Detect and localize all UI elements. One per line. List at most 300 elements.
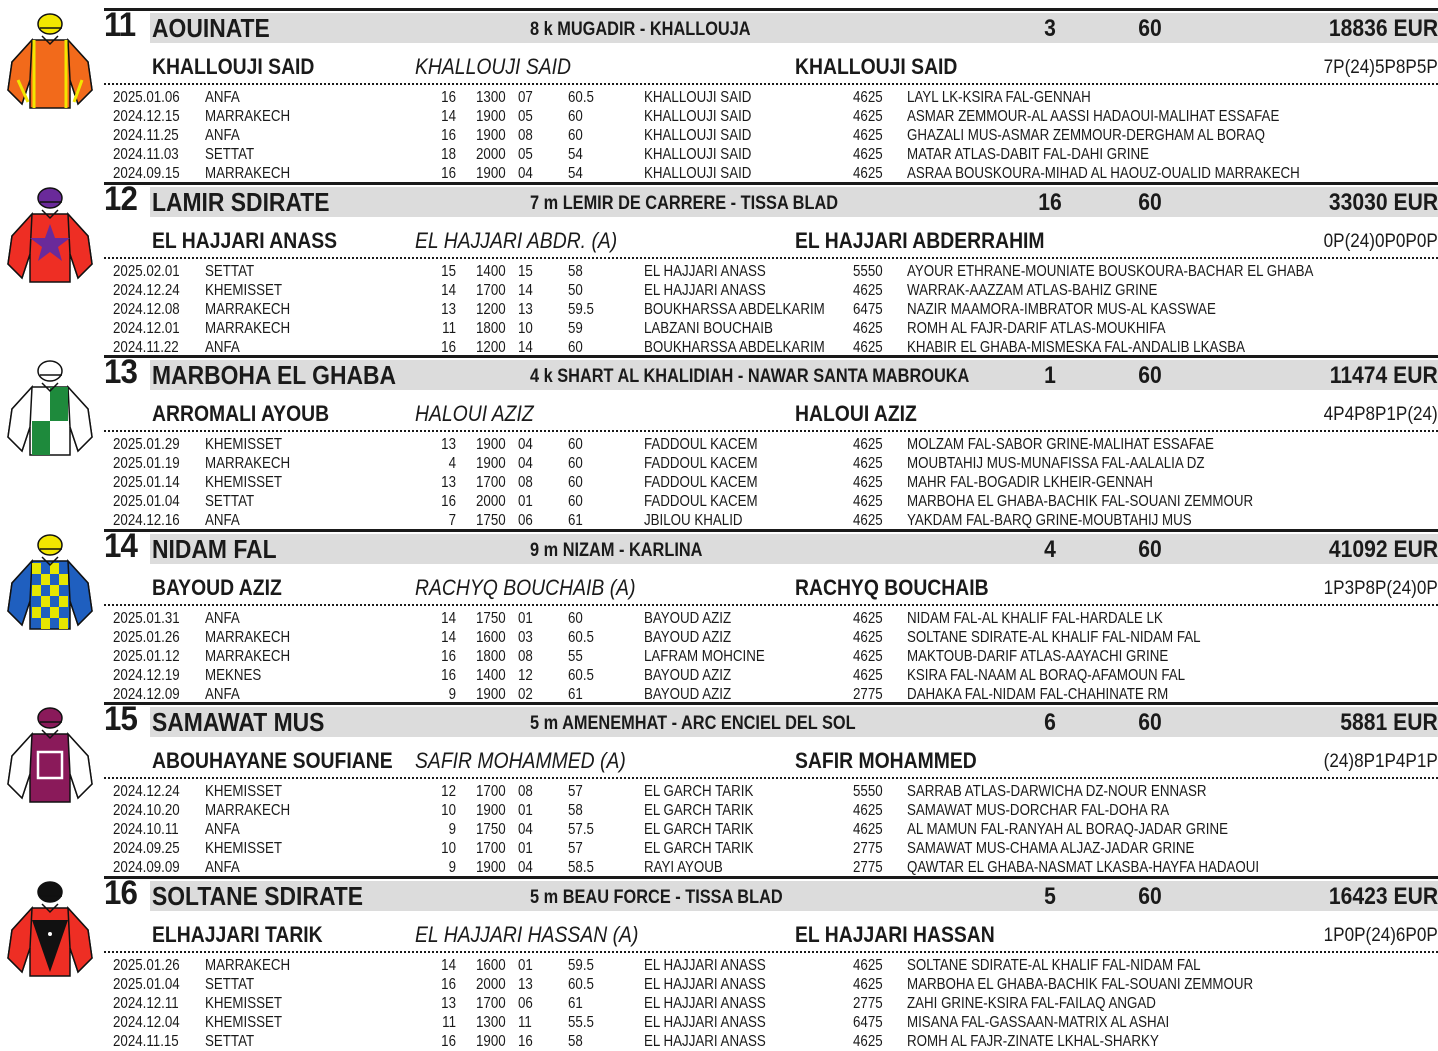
race-result: KSIRA FAL-NAAM AL BORAQ-AFAMOUN FAL bbox=[907, 666, 1186, 684]
race-weight: 60.5 bbox=[568, 666, 594, 684]
race-prize: 4625 bbox=[853, 802, 883, 819]
horse-earnings: 16423 EUR bbox=[1328, 882, 1438, 910]
race-place: 08 bbox=[518, 127, 533, 144]
race-result: MAHR FAL-BOGADIR LKHEIR-GENNAH bbox=[907, 474, 1153, 491]
horse-entry bbox=[0, 702, 1438, 876]
horse-stat-1: 1 bbox=[1044, 362, 1056, 389]
race-jockey: FADDOUL KACEM bbox=[644, 493, 758, 510]
race-runners: 14 bbox=[441, 956, 456, 974]
horse-earnings: 18836 EUR bbox=[1328, 15, 1438, 42]
race-result: ROMH AL FAJR-ZINATE LKHAL-SHARKY bbox=[907, 1032, 1159, 1050]
race-runners: 14 bbox=[441, 628, 456, 646]
race-date: 2024.11.03 bbox=[113, 146, 179, 163]
race-venue: MARRAKECH bbox=[205, 802, 291, 819]
race-jockey: EL HAJJARI ANASS bbox=[644, 281, 766, 299]
race-row bbox=[0, 492, 1438, 511]
horse-stat-2: 60 bbox=[1138, 882, 1162, 910]
race-venue: MARRAKECH bbox=[205, 956, 291, 974]
race-prize: 4625 bbox=[853, 647, 883, 665]
race-runners: 10 bbox=[441, 802, 456, 819]
race-result: WARRAK-AAZZAM ATLAS-BAHIZ GRINE bbox=[907, 281, 1158, 299]
race-date: 2024.12.11 bbox=[113, 994, 179, 1012]
race-date: 2024.12.24 bbox=[113, 281, 180, 299]
race-place: 08 bbox=[518, 474, 533, 491]
race-venue: MARRAKECH bbox=[205, 319, 291, 337]
horse-earnings: 33030 EUR bbox=[1328, 188, 1438, 216]
race-jockey: EL GARCH TARIK bbox=[644, 802, 754, 819]
race-prize: 4625 bbox=[853, 666, 883, 684]
race-place: 03 bbox=[518, 628, 533, 646]
race-place: 10 bbox=[518, 319, 533, 337]
race-weight: 60 bbox=[568, 474, 583, 491]
race-date: 2024.11.25 bbox=[113, 127, 179, 144]
race-prize: 5550 bbox=[853, 262, 883, 280]
race-runners: 7 bbox=[448, 512, 456, 529]
race-runners: 10 bbox=[441, 840, 456, 857]
past-performances bbox=[0, 435, 1438, 530]
race-place: 01 bbox=[518, 802, 533, 819]
race-jockey: EL GARCH TARIK bbox=[644, 840, 754, 857]
race-runners: 16 bbox=[441, 493, 456, 510]
race-venue: KHEMISSET bbox=[205, 474, 283, 491]
race-prize: 4625 bbox=[853, 319, 883, 337]
race-place: 08 bbox=[518, 647, 533, 665]
horse-entry bbox=[0, 873, 1438, 1050]
race-prize: 4625 bbox=[853, 338, 883, 356]
trainer-name: SAFIR MOHAMMED (A) bbox=[415, 748, 626, 773]
race-row bbox=[0, 647, 1438, 666]
dotted-divider bbox=[104, 604, 1438, 606]
jockey-name: BAYOUD AZIZ bbox=[152, 574, 282, 600]
race-prize: 2775 bbox=[853, 859, 883, 876]
race-weight: 58.5 bbox=[568, 859, 594, 876]
horse-stat-1: 5 bbox=[1044, 882, 1056, 910]
race-weight: 60.5 bbox=[568, 975, 594, 993]
race-distance: 2000 bbox=[476, 146, 506, 163]
separator-line bbox=[104, 702, 1438, 705]
race-result: MARBOHA EL GHABA-BACHIK FAL-SOUANI ZEMMOUR bbox=[907, 975, 1254, 993]
race-row bbox=[0, 435, 1438, 454]
race-venue: ANFA bbox=[205, 609, 240, 627]
horse-pedigree: 9 m NIZAM - KARLINA bbox=[530, 539, 703, 561]
race-row bbox=[0, 975, 1438, 994]
race-weight: 55 bbox=[568, 647, 583, 665]
race-row bbox=[0, 685, 1438, 704]
race-result: MARBOHA EL GHABA-BACHIK FAL-SOUANI ZEMMOUR bbox=[907, 493, 1254, 510]
race-date: 2024.11.15 bbox=[113, 1032, 179, 1050]
horse-pedigree: 5 m AMENEMHAT - ARC ENCIEL DEL SOL bbox=[530, 713, 856, 734]
owner-name: RACHYQ BOUCHAIB bbox=[795, 574, 989, 600]
race-row bbox=[0, 454, 1438, 473]
race-date: 2024.12.16 bbox=[113, 512, 180, 529]
race-jockey: BAYOUD AZIZ bbox=[644, 609, 732, 627]
race-jockey: BAYOUD AZIZ bbox=[644, 666, 732, 684]
race-row bbox=[0, 858, 1438, 877]
race-distance: 1900 bbox=[476, 127, 506, 144]
race-venue: SETTAT bbox=[205, 493, 255, 510]
race-date: 2024.09.25 bbox=[113, 840, 180, 857]
race-row bbox=[0, 609, 1438, 628]
race-jockey: LABZANI BOUCHAIB bbox=[644, 319, 773, 337]
trainer-name: RACHYQ BOUCHAIB (A) bbox=[415, 574, 636, 600]
race-runners: 12 bbox=[441, 783, 456, 800]
race-prize: 6475 bbox=[853, 300, 883, 318]
race-result: KHABIR EL GHABA-MISMESKA FAL-ANDALIB LKASBA bbox=[907, 338, 1246, 356]
horse-stat-1: 3 bbox=[1044, 15, 1056, 42]
race-distance: 1700 bbox=[476, 840, 506, 857]
race-venue: MARRAKECH bbox=[205, 628, 291, 646]
race-runners: 11 bbox=[442, 319, 456, 337]
race-runners: 14 bbox=[441, 108, 456, 125]
race-distance: 1900 bbox=[476, 685, 506, 703]
race-prize: 4625 bbox=[853, 628, 883, 646]
race-row bbox=[0, 801, 1438, 820]
race-row bbox=[0, 281, 1438, 300]
race-distance: 1700 bbox=[476, 281, 506, 299]
race-result: AL MAMUN FAL-RANYAH AL BORAQ-JADAR GRINE bbox=[907, 821, 1228, 838]
horse-stat-1: 6 bbox=[1044, 709, 1056, 736]
race-place: 08 bbox=[518, 783, 533, 800]
race-weight: 61 bbox=[568, 512, 583, 529]
race-jockey: RAYI AYOUB bbox=[644, 859, 723, 876]
race-row bbox=[0, 1032, 1438, 1051]
race-jockey: FADDOUL KACEM bbox=[644, 455, 758, 472]
header-band bbox=[150, 534, 1438, 564]
race-venue: ANFA bbox=[205, 512, 240, 529]
race-result: MISANA FAL-GASSAAN-MATRIX AL ASHAI bbox=[907, 1013, 1170, 1031]
race-place: 14 bbox=[518, 281, 533, 299]
race-row bbox=[0, 473, 1438, 492]
race-distance: 1200 bbox=[476, 300, 506, 318]
race-weight: 55.5 bbox=[568, 1013, 594, 1031]
race-row bbox=[0, 88, 1438, 107]
race-prize: 4625 bbox=[853, 493, 883, 510]
separator-line bbox=[104, 182, 1438, 185]
race-date: 2024.12.08 bbox=[113, 300, 180, 318]
race-result: SARRAB ATLAS-DARWICHA DZ-NOUR ENNASR bbox=[907, 783, 1207, 800]
race-runners: 14 bbox=[441, 609, 456, 627]
race-weight: 50 bbox=[568, 281, 583, 299]
dotted-divider bbox=[104, 430, 1438, 432]
race-date: 2024.12.01 bbox=[113, 319, 180, 337]
separator-line bbox=[104, 355, 1438, 358]
separator-line bbox=[104, 529, 1438, 532]
race-distance: 1400 bbox=[476, 666, 506, 684]
race-place: 04 bbox=[518, 821, 533, 838]
past-performances bbox=[0, 88, 1438, 183]
horse-name: SOLTANE SDIRATE bbox=[152, 880, 364, 911]
race-distance: 1750 bbox=[476, 512, 506, 529]
form-music: (24)8P1P4P1P bbox=[1323, 751, 1438, 772]
race-jockey: BAYOUD AZIZ bbox=[644, 685, 732, 703]
race-prize: 4625 bbox=[853, 975, 883, 993]
race-prize: 4625 bbox=[853, 165, 883, 182]
race-prize: 4625 bbox=[853, 1032, 883, 1050]
race-runners: 14 bbox=[441, 281, 456, 299]
race-prize: 2775 bbox=[853, 994, 883, 1012]
race-weight: 60.5 bbox=[568, 628, 594, 646]
race-place: 06 bbox=[518, 994, 533, 1012]
race-result: ASRAA BOUSKOURA-MIHAD AL HAOUZ-OUALID MARRAKECH bbox=[907, 165, 1300, 182]
race-result: ASMAR ZEMMOUR-AL AASSI HADAOUI-MALIHAT ESSAFAE bbox=[907, 108, 1280, 125]
form-music: 1P0P(24)6P0P bbox=[1323, 924, 1438, 946]
race-jockey: BOUKHARSSA ABDELKARIM bbox=[644, 338, 825, 356]
past-performances bbox=[0, 782, 1438, 877]
race-prize: 4625 bbox=[853, 609, 883, 627]
race-weight: 60 bbox=[568, 455, 583, 472]
race-prize: 4625 bbox=[853, 436, 883, 453]
form-music: 4P4P8P1P(24) bbox=[1323, 404, 1438, 425]
race-runners: 9 bbox=[448, 859, 456, 876]
race-weight: 54 bbox=[568, 146, 583, 163]
race-jockey: LAFRAM MOHCINE bbox=[644, 647, 765, 665]
past-performances bbox=[0, 262, 1438, 357]
race-date: 2025.01.29 bbox=[113, 436, 180, 453]
horse-earnings: 5881 EUR bbox=[1340, 709, 1438, 736]
owner-name: HALOUI AZIZ bbox=[795, 401, 917, 426]
race-distance: 1400 bbox=[476, 262, 506, 280]
race-date: 2024.12.19 bbox=[113, 666, 180, 684]
horse-earnings: 11474 EUR bbox=[1329, 362, 1438, 389]
horse-stat-2: 60 bbox=[1138, 535, 1162, 563]
horse-entry bbox=[0, 355, 1438, 529]
race-distance: 1800 bbox=[476, 319, 506, 337]
race-venue: KHEMISSET bbox=[205, 1013, 283, 1031]
race-row bbox=[0, 782, 1438, 801]
owner-name: EL HAJJARI ABDERRAHIM bbox=[795, 227, 1045, 253]
race-row bbox=[0, 820, 1438, 839]
race-venue: KHEMISSET bbox=[205, 436, 283, 453]
race-runners: 13 bbox=[441, 994, 456, 1012]
race-prize: 4625 bbox=[853, 127, 883, 144]
race-venue: MEKNES bbox=[205, 666, 262, 684]
race-place: 14 bbox=[518, 338, 533, 356]
race-weight: 58 bbox=[568, 1032, 583, 1050]
race-jockey: EL HAJJARI ANASS bbox=[644, 956, 766, 974]
race-weight: 57 bbox=[568, 783, 583, 800]
race-row bbox=[0, 145, 1438, 164]
race-runners: 16 bbox=[441, 127, 456, 144]
owner-name: SAFIR MOHAMMED bbox=[795, 748, 977, 773]
race-result: NIDAM FAL-AL KHALIF FAL-HARDALE LK bbox=[907, 609, 1163, 627]
race-place: 13 bbox=[518, 975, 533, 993]
race-result: DAHAKA FAL-NIDAM FAL-CHAHINATE RM bbox=[907, 685, 1169, 703]
race-place: 12 bbox=[518, 666, 533, 684]
race-place: 11 bbox=[518, 1013, 532, 1031]
race-distance: 1900 bbox=[476, 436, 506, 453]
race-prize: 2775 bbox=[853, 685, 883, 703]
header-band bbox=[150, 13, 1438, 43]
owner-name: EL HAJJARI HASSAN bbox=[795, 921, 995, 947]
horse-number: 12 bbox=[104, 179, 137, 218]
horse-name: NIDAM FAL bbox=[152, 533, 277, 564]
race-venue: ANFA bbox=[205, 685, 240, 703]
race-venue: MARRAKECH bbox=[205, 455, 291, 472]
race-distance: 1750 bbox=[476, 609, 506, 627]
horse-number: 15 bbox=[104, 700, 137, 738]
past-performances bbox=[0, 956, 1438, 1051]
race-distance: 1900 bbox=[476, 859, 506, 876]
race-venue: KHEMISSET bbox=[205, 840, 283, 857]
race-prize: 4625 bbox=[853, 108, 883, 125]
race-jockey: KHALLOUJI SAID bbox=[644, 89, 752, 106]
race-distance: 1900 bbox=[476, 165, 506, 182]
race-distance: 1700 bbox=[476, 994, 506, 1012]
race-jockey: KHALLOUJI SAID bbox=[644, 108, 752, 125]
horse-pedigree: 7 m LEMIR DE CARRERE - TISSA BLAD bbox=[530, 192, 839, 214]
horse-number: 11 bbox=[104, 6, 136, 44]
horse-earnings: 41092 EUR bbox=[1328, 535, 1438, 563]
race-venue: KHEMISSET bbox=[205, 783, 283, 800]
race-jockey: EL HAJJARI ANASS bbox=[644, 994, 766, 1012]
race-place: 15 bbox=[518, 262, 533, 280]
race-row bbox=[0, 1013, 1438, 1032]
race-distance: 1900 bbox=[476, 108, 506, 125]
race-row bbox=[0, 628, 1438, 647]
race-runners: 9 bbox=[448, 685, 456, 703]
race-jockey: EL GARCH TARIK bbox=[644, 783, 754, 800]
race-distance: 1200 bbox=[476, 338, 506, 356]
jockey-name: ABOUHAYANE SOUFIANE bbox=[152, 748, 393, 773]
race-row bbox=[0, 319, 1438, 338]
race-row bbox=[0, 164, 1438, 183]
race-date: 2024.12.24 bbox=[113, 783, 180, 800]
race-jockey: BAYOUD AZIZ bbox=[644, 628, 732, 646]
race-date: 2025.01.26 bbox=[113, 956, 180, 974]
race-weight: 60 bbox=[568, 493, 583, 510]
race-weight: 61 bbox=[568, 994, 583, 1012]
jockey-name: ARROMALI AYOUB bbox=[152, 401, 330, 426]
race-runners: 16 bbox=[441, 89, 456, 106]
race-result: AYOUR ETHRANE-MOUNIATE BOUSKOURA-BACHAR EL GHABA bbox=[907, 262, 1314, 280]
race-date: 2024.10.11 bbox=[113, 821, 179, 838]
race-jockey: KHALLOUJI SAID bbox=[644, 127, 752, 144]
race-venue: SETTAT bbox=[205, 1032, 255, 1050]
race-row bbox=[0, 126, 1438, 145]
race-jockey: KHALLOUJI SAID bbox=[644, 165, 752, 182]
race-date: 2025.01.04 bbox=[113, 975, 180, 993]
race-result: SOLTANE SDIRATE-AL KHALIF FAL-NIDAM FAL bbox=[907, 956, 1201, 974]
race-weight: 58 bbox=[568, 262, 583, 280]
jockey-name: ELHAJJARI TARIK bbox=[152, 921, 323, 947]
race-runners: 16 bbox=[441, 1032, 456, 1050]
race-result: YAKDAM FAL-BARQ GRINE-MOUBTAHIJ MUS bbox=[907, 512, 1192, 529]
dotted-divider bbox=[104, 257, 1438, 259]
race-weight: 60 bbox=[568, 108, 583, 125]
race-runners: 13 bbox=[441, 474, 456, 491]
horse-entry bbox=[0, 179, 1438, 356]
race-runners: 16 bbox=[441, 975, 456, 993]
race-date: 2024.12.04 bbox=[113, 1013, 180, 1031]
dotted-divider bbox=[104, 777, 1438, 779]
jockey-name: KHALLOUJI SAID bbox=[152, 54, 315, 79]
race-runners: 16 bbox=[441, 666, 456, 684]
race-jockey: FADDOUL KACEM bbox=[644, 474, 758, 491]
race-result: MOUBTAHIJ MUS-MUNAFISSA FAL-AALALIA DZ bbox=[907, 455, 1205, 472]
race-date: 2025.01.04 bbox=[113, 493, 180, 510]
race-runners: 16 bbox=[441, 647, 456, 665]
horse-stat-2: 60 bbox=[1138, 15, 1162, 42]
horse-pedigree: 5 m BEAU FORCE - TISSA BLAD bbox=[530, 886, 783, 908]
race-prize: 4625 bbox=[853, 146, 883, 163]
race-prize: 4625 bbox=[853, 474, 883, 491]
trainer-name: EL HAJJARI HASSAN (A) bbox=[415, 921, 639, 947]
race-weight: 60 bbox=[568, 127, 583, 144]
race-place: 04 bbox=[518, 165, 533, 182]
race-row bbox=[0, 107, 1438, 126]
race-weight: 59.5 bbox=[568, 956, 594, 974]
horse-name: AOUINATE bbox=[152, 13, 270, 43]
race-weight: 54 bbox=[568, 165, 583, 182]
race-prize: 2775 bbox=[853, 840, 883, 857]
race-row bbox=[0, 666, 1438, 685]
race-distance: 1700 bbox=[476, 474, 506, 491]
separator-line bbox=[104, 8, 1438, 11]
race-place: 01 bbox=[518, 956, 533, 974]
race-place: 13 bbox=[518, 300, 533, 318]
race-prize: 4625 bbox=[853, 956, 883, 974]
race-distance: 1900 bbox=[476, 802, 506, 819]
race-runners: 15 bbox=[441, 262, 456, 280]
race-distance: 2000 bbox=[476, 975, 506, 993]
race-place: 01 bbox=[518, 493, 533, 510]
race-runners: 16 bbox=[441, 165, 456, 182]
race-row bbox=[0, 262, 1438, 281]
race-result: ZAHI GRINE-KSIRA FAL-FAILAQ ANGAD bbox=[907, 994, 1156, 1012]
horse-number: 16 bbox=[104, 873, 137, 912]
race-prize: 4625 bbox=[853, 281, 883, 299]
owner-name: KHALLOUJI SAID bbox=[795, 54, 958, 79]
race-prize: 6475 bbox=[853, 1013, 883, 1031]
race-venue: SETTAT bbox=[205, 262, 255, 280]
race-date: 2025.01.12 bbox=[113, 647, 180, 665]
race-date: 2024.09.09 bbox=[113, 859, 180, 876]
race-distance: 1300 bbox=[476, 1013, 506, 1031]
race-distance: 1800 bbox=[476, 647, 506, 665]
trainer-name: KHALLOUJI SAID bbox=[415, 54, 572, 79]
race-date: 2025.01.26 bbox=[113, 628, 180, 646]
horse-stat-2: 60 bbox=[1138, 362, 1162, 389]
race-venue: ANFA bbox=[205, 859, 240, 876]
form-music: 1P3P8P(24)0P bbox=[1323, 577, 1438, 599]
race-result: LAYL LK-KSIRA FAL-GENNAH bbox=[907, 89, 1091, 106]
horse-stat-2: 60 bbox=[1138, 709, 1162, 736]
race-weight: 60 bbox=[568, 609, 583, 627]
race-place: 04 bbox=[518, 455, 533, 472]
jockey-name: EL HAJJARI ANASS bbox=[152, 227, 338, 253]
race-place: 07 bbox=[518, 89, 533, 106]
race-date: 2024.12.09 bbox=[113, 685, 180, 703]
race-place: 05 bbox=[518, 108, 533, 125]
horse-number: 14 bbox=[104, 526, 137, 565]
race-runners: 4 bbox=[448, 455, 456, 472]
horse-entry bbox=[0, 8, 1438, 182]
race-place: 16 bbox=[518, 1032, 533, 1050]
race-row bbox=[0, 839, 1438, 858]
horse-pedigree: 4 k SHART AL KHALIDIAH - NAWAR SANTA MABROUKA bbox=[530, 366, 970, 387]
race-row bbox=[0, 994, 1438, 1013]
race-place: 02 bbox=[518, 685, 533, 703]
race-date: 2025.01.14 bbox=[113, 474, 180, 491]
race-jockey: FADDOUL KACEM bbox=[644, 436, 758, 453]
race-weight: 59 bbox=[568, 319, 583, 337]
dotted-divider bbox=[104, 951, 1438, 953]
race-date: 2025.01.06 bbox=[113, 89, 180, 106]
race-jockey: KHALLOUJI SAID bbox=[644, 146, 752, 163]
race-jockey: EL HAJJARI ANASS bbox=[644, 975, 766, 993]
race-date: 2025.02.01 bbox=[113, 262, 180, 280]
race-jockey: EL HAJJARI ANASS bbox=[644, 1032, 766, 1050]
